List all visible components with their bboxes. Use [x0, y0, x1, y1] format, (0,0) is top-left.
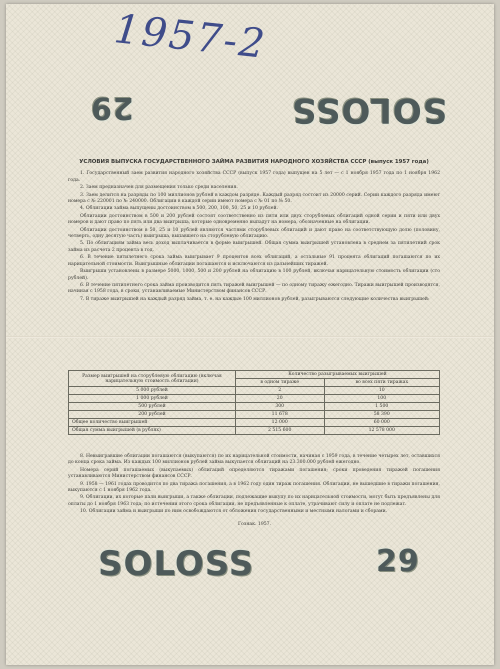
- row-label: 500 рублей: [69, 403, 236, 411]
- serial-top-left: 29: [90, 90, 134, 125]
- row-label: Общая сумма выигрышей (в рублях): [69, 427, 236, 435]
- paragraph: 8. Невыигравшие облигации погашаются (выкупаются) по их нарицательной стоимости, начиная с 1959 года, в течение четырех лет, оставшихся до конца срока займа. Из каждых 100 миллионов рублей займа выкупается облигаций на 23.300.000 рублей ежегодно.: [68, 454, 440, 466]
- table-row: [69, 387, 440, 395]
- row-label: 200 рублей: [69, 411, 236, 419]
- paragraph: Номера серий погашаемых (выкупаемых) облигаций определяются тиражами погашения; сроки проведения тиражей погашения устанавливаются Министерством финансов СССР.: [68, 467, 440, 480]
- paragraph: 3. Заем делится на разряды по 100 миллионов рублей в каждом разряде. Каждый разряд состоит из 20000 серий. Серии каждого разряда имеют номера с № 220001 по № 240000. Облигации в каждой серии имеют номера с № 01 по № 50.: [68, 192, 440, 205]
- row-value: 20: [235, 395, 324, 403]
- paragraph: Облигации достоинством в 500 и 200 рублей состоят соответственно из пяти или двух сторублевых облигаций одной серии и пяти или двух номеров и дают право по пять или два выигрыша, которые одновременно выпадут на номера, обозначенные на облигации.: [68, 213, 440, 226]
- paragraph: Облигации достоинством в 50, 25 и 10 рублей являются частями сторублевых облигаций и дают право на соответствующую долю (половину, четверть, одну десятую часть) выигрыша, выпавшего на сторублевую облигацию.: [68, 227, 440, 240]
- conditions-text-continued: [68, 454, 440, 517]
- paragraph: 10. Облигации займа и выигрыши по ним освобождаются от обложения государственными и местными налогами и сборами.: [80, 509, 388, 515]
- serial-top-right: SOLOSS: [291, 90, 448, 130]
- table-header: в одном тираже: [235, 379, 324, 387]
- table-header: Количество разыгрываемых выигрышей: [235, 371, 439, 379]
- paragraph: 7. В тираже выигрышей на каждый разряд займа, т. е. на каждые 100 миллионов рублей, разыгрываются следующие количества выигрышей:: [80, 296, 430, 302]
- paragraph: 9. Облигации, их которые пали выигрыши, а также облигации, подлежащие выкупу по их нарицательной стоимости, могут быть предъявлены для оплаты до 1 ноября 1963 года; по истечении этого срока облигации, не предъявленные к оплате, утрачивают силу и оплате не подлежат.: [68, 495, 440, 507]
- paragraph: 6. В течение пятилетнего срока займа производится пять тиражей выигрышей — по одному тиражу ежегодно. Тиражи выигрышей производятся, начиная с 1958 года, в сроки, устанавливаемые Министерством финансов СССР.: [68, 282, 440, 295]
- row-value: 2 515 600: [235, 427, 324, 435]
- document-title: УСЛОВИЯ ВЫПУСКА ГОСУДАРСТВЕННОГО ЗАЙМА РАЗВИТИЯ НАРОДНОГО ХОЗЯЙСТВА СССР (выпуск 1957 года): [79, 159, 429, 165]
- paragraph: 2. Заем предназначен для размещения только среди населения.: [80, 185, 238, 191]
- conditions-text: [68, 159, 440, 304]
- row-value: 100: [324, 395, 440, 403]
- row-value: 10: [324, 387, 440, 395]
- printer-date: Гознак. 1957.: [238, 522, 272, 527]
- table-header: Размер выигрышей на сторублевую облигацию (включая нарицательную стоимость облигации): [69, 371, 236, 387]
- table-header: во всех пяти тиражах: [324, 379, 440, 387]
- row-value: 1 500: [324, 403, 440, 411]
- table-row: [69, 403, 440, 411]
- paragraph: 5. По облигациям займа весь доход выплачивается в форме выигрышей. Общая сумма выигрышей установлена в среднем за пятилетний срок займа из расчета 2 процента в год.: [68, 241, 440, 253]
- paragraph: 9. 1958 — 1961 годах проводится по два тиража погашения, а в 1962 году один тираж погашения. Облигации, не вышедшие в тиражи погашения, выкупаются с 1 ноября 1962 года.: [68, 481, 440, 494]
- row-value: 300: [235, 403, 324, 411]
- paragraph: 6. В течение пятилетнего срока займа выигрывает 9 процентов всех облигаций, а остальные 91 процента облигаций погашаются по их нарицательной стоимости. Выигрышные облигации погашаются и исключаются из дальнейших тиражей.: [68, 255, 440, 267]
- row-value: 11 678: [235, 411, 324, 419]
- prizes-table: [68, 370, 440, 435]
- table-row: [69, 395, 440, 403]
- row-label: 5 000 рублей: [69, 387, 236, 395]
- paper-fold: [6, 336, 494, 338]
- row-value: 60 000: [324, 419, 440, 427]
- row-value: 2: [235, 387, 324, 395]
- bond-sheet: [6, 4, 494, 665]
- paragraph: Выигрыши установлены в размере 5000, 1000, 500 и 200 рублей на облигацию в 100 рублей, включая нарицательную стоимость облигации (сто рублей).: [68, 269, 440, 281]
- row-value: 12 578 000: [324, 427, 440, 435]
- row-label: 1 000 рублей: [69, 395, 236, 403]
- table-row: [69, 427, 440, 435]
- handwritten-note: 1957-2: [112, 6, 269, 68]
- serial-bottom-right: 29: [376, 544, 420, 579]
- paragraph: 1. Государственный заем развития народного хозяйства СССР (выпуск 1957 года) выпущен на 5 лет — с 1 ноября 1957 года по 1 ноября 1962 года.: [68, 171, 440, 183]
- row-value: 58 390: [324, 411, 440, 419]
- table-row: [69, 411, 440, 419]
- serial-bottom-left: SOLOSS: [98, 544, 255, 584]
- paragraph: 4. Облигации займа выпущены достоинством в 500, 200, 100, 50, 25 и 10 рублей.: [80, 206, 278, 212]
- table-row: [69, 419, 440, 427]
- row-label: Общее количество выигрышей: [69, 419, 236, 427]
- row-value: 12 000: [235, 419, 324, 427]
